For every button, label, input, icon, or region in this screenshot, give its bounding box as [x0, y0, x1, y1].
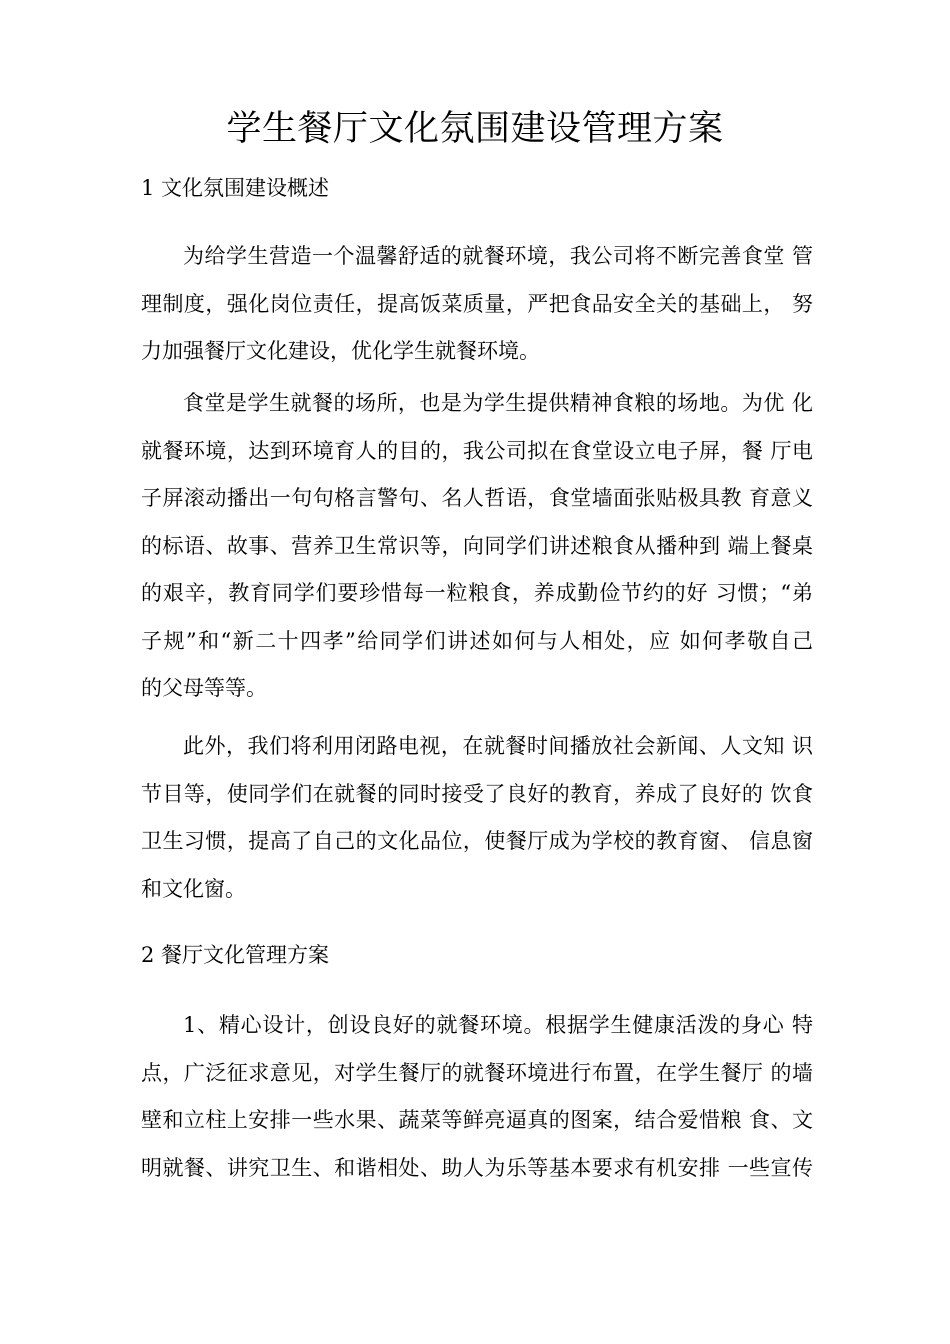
- text-line: 理制度，强化岗位责任，提高饭菜质量，严把食品安全关的基础上， 努: [141, 291, 813, 316]
- text-line: 的艰辛，教育同学们要珍惜每一粒粮食，养成勤俭节约的好 习惯；“弟: [141, 581, 813, 605]
- text-line: 就餐环境，达到环境育人的目的，我公司拟在食堂设立电子屏，餐 厅电: [141, 438, 813, 463]
- paragraph-intro: [141, 233, 813, 376]
- paragraph-cctv: [141, 723, 813, 913]
- text-line: 此外，我们将利用闭路电视，在就餐时间播放社会新闻、人文知 识: [183, 734, 813, 758]
- section-heading-2: 2 餐厅文化管理方案: [141, 943, 330, 967]
- text-line: 子屏滚动播出一句句格言警句、名人哲语，食堂墙面张贴极具教 育意义: [141, 486, 813, 510]
- text-line: 点，广泛征求意见，对学生餐厅的就餐环境进行布置，在学生餐厅 的墙: [141, 1060, 813, 1085]
- document-title: 学生餐厅文化氛围建设管理方案: [226, 109, 724, 149]
- paragraph-design: [141, 1002, 813, 1192]
- text-line: 子规”和“新二十四孝”给同学们讲述如何与人相处，应 如何孝敬自己: [141, 628, 813, 653]
- text-line: 卫生习惯，提高了自己的文化品位，使餐厅成为学校的教育窗、 信息窗: [141, 829, 813, 853]
- text-line: 的标语、故事、营养卫生常识等，向同学们讲述粮食从播种到 端上餐桌: [141, 533, 813, 558]
- paragraph-canteen: [141, 380, 813, 713]
- text-line: 为给学生营造一个温馨舒适的就餐环境，我公司将不断完善食堂 管: [183, 244, 813, 268]
- section-heading-1: 1 文化氛围建设概述: [141, 176, 330, 200]
- text-line: 1、精心设计，创设良好的就餐环境。根据学生健康活泼的身心 特: [183, 1013, 813, 1037]
- text-line: 力加强餐厅文化建设，优化学生就餐环境。: [141, 339, 540, 363]
- text-line: 的父母等等。: [141, 676, 267, 700]
- text-line: 节目等，使同学们在就餐的同时接受了良好的教育，养成了良好的 饮食: [141, 781, 813, 806]
- text-line: 和文化窗。: [141, 876, 246, 901]
- text-line: 明就餐、讲究卫生、和谐相处、助人为乐等基本要求有机安排 一些宣传: [141, 1155, 813, 1180]
- text-line: 壁和立柱上安排一些水果、蔬菜等鲜亮逼真的图案，结合爱惜粮 食、文: [141, 1108, 813, 1132]
- text-line: 食堂是学生就餐的场所，也是为学生提供精神食粮的场地。为优 化: [183, 391, 813, 415]
